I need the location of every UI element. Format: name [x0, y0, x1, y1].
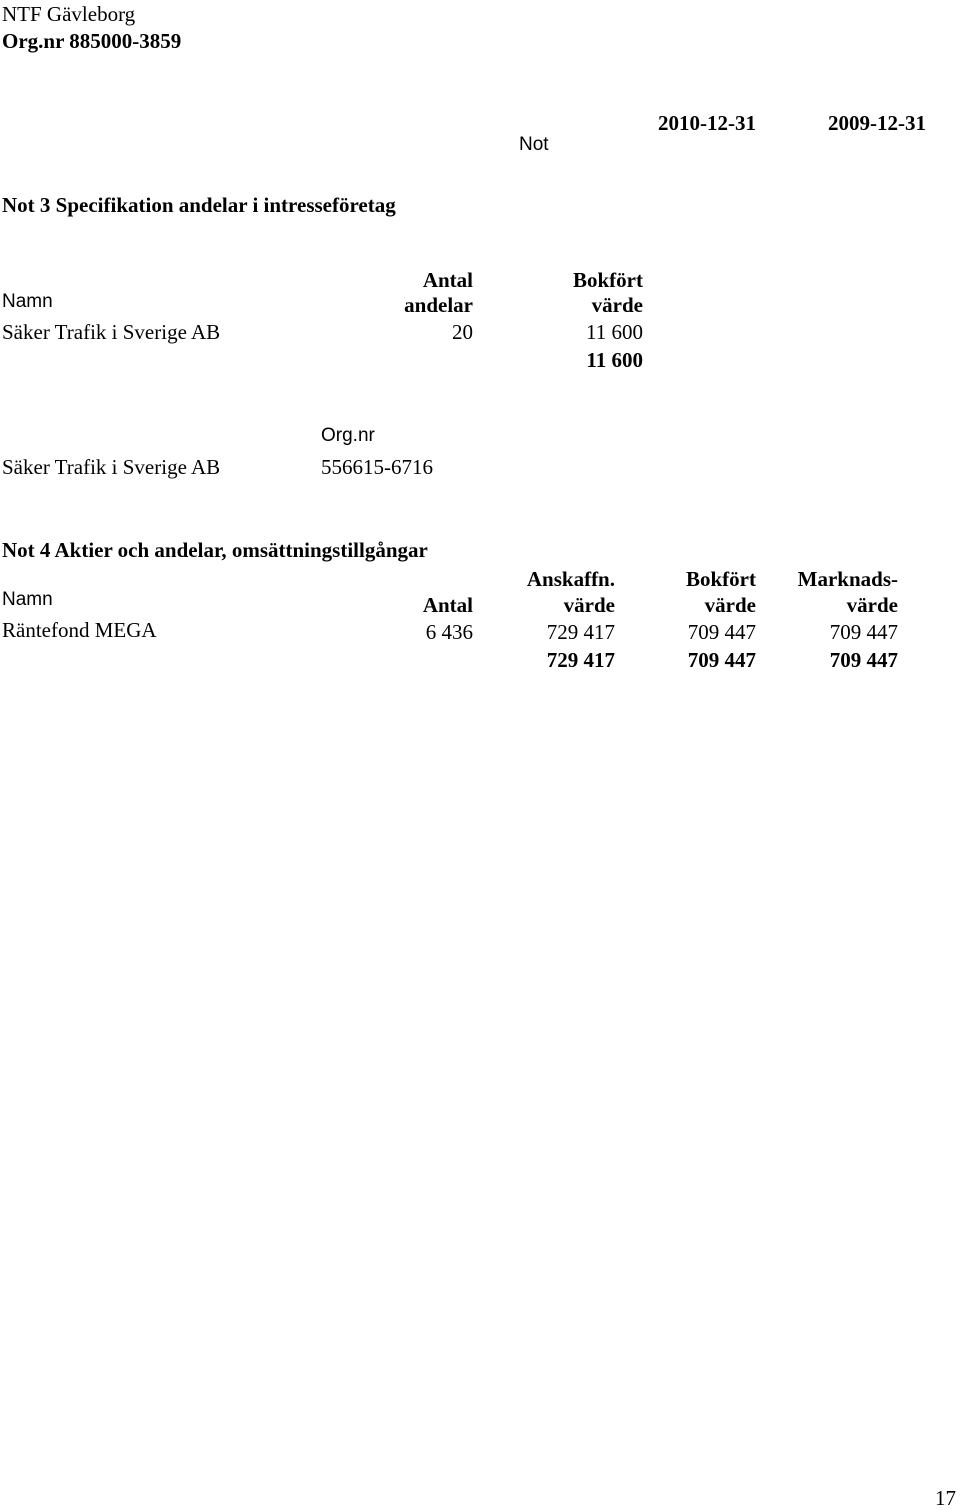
org-number: Org.nr 885000-3859 [2, 29, 182, 53]
page-number: 17 [935, 1486, 956, 1510]
note3-title: Not 3 Specifikation andelar i intresseföretag [2, 193, 396, 217]
note3-orgnr-row-name: Säker Trafik i Sverige AB [2, 455, 221, 479]
not-column-header: Not [519, 134, 549, 155]
note3-row-antal: 20 [452, 320, 473, 344]
year-current-header: 2010-12-31 [658, 111, 756, 135]
note3-col-name: Namn [2, 291, 53, 312]
note3-row-name: Säker Trafik i Sverige AB [2, 320, 221, 344]
note3-col-bokfort-line2: värde [591, 293, 643, 317]
note4-col-marknad-line1: Marknads- [797, 567, 898, 591]
note4-col-marknad-line2: värde [846, 593, 898, 617]
year-previous-header: 2009-12-31 [828, 111, 926, 135]
note4-row-anskaffn: 729 417 [546, 620, 615, 644]
note4-col-name: Namn [2, 589, 53, 610]
note4-row-name: Räntefond MEGA [2, 618, 157, 642]
note4-row-antal: 6 436 [425, 620, 473, 644]
note3-total-bokfort: 11 600 [586, 348, 643, 372]
note3-col-antal-line1: Antal [422, 268, 473, 292]
note3-row-bokfort: 11 600 [586, 320, 643, 344]
note4-title: Not 4 Aktier och andelar, omsättningstillgångar [2, 538, 428, 562]
note4-col-bokfort-line1: Bokfört [686, 567, 756, 591]
note4-row-marknad: 709 447 [829, 620, 898, 644]
note4-col-anskaffn-line2: värde [563, 593, 615, 617]
note4-col-bokfort-line2: värde [704, 593, 756, 617]
note3-orgnr-row-value: 556615-6716 [321, 455, 433, 479]
note3-orgnr-label: Org.nr [321, 425, 375, 446]
note4-row-bokfort: 709 447 [687, 620, 756, 644]
note4-col-anskaffn-line1: Anskaffn. [526, 567, 615, 591]
org-name: NTF Gävleborg [2, 2, 136, 26]
note3-col-bokfort-line1: Bokfört [573, 268, 643, 292]
note4-total-bokfort: 709 447 [687, 648, 756, 672]
note4-total-marknad: 709 447 [829, 648, 898, 672]
note3-col-antal-line2: andelar [404, 293, 473, 317]
note4-total-anskaffn: 729 417 [546, 648, 615, 672]
note4-col-antal: Antal [422, 593, 473, 617]
